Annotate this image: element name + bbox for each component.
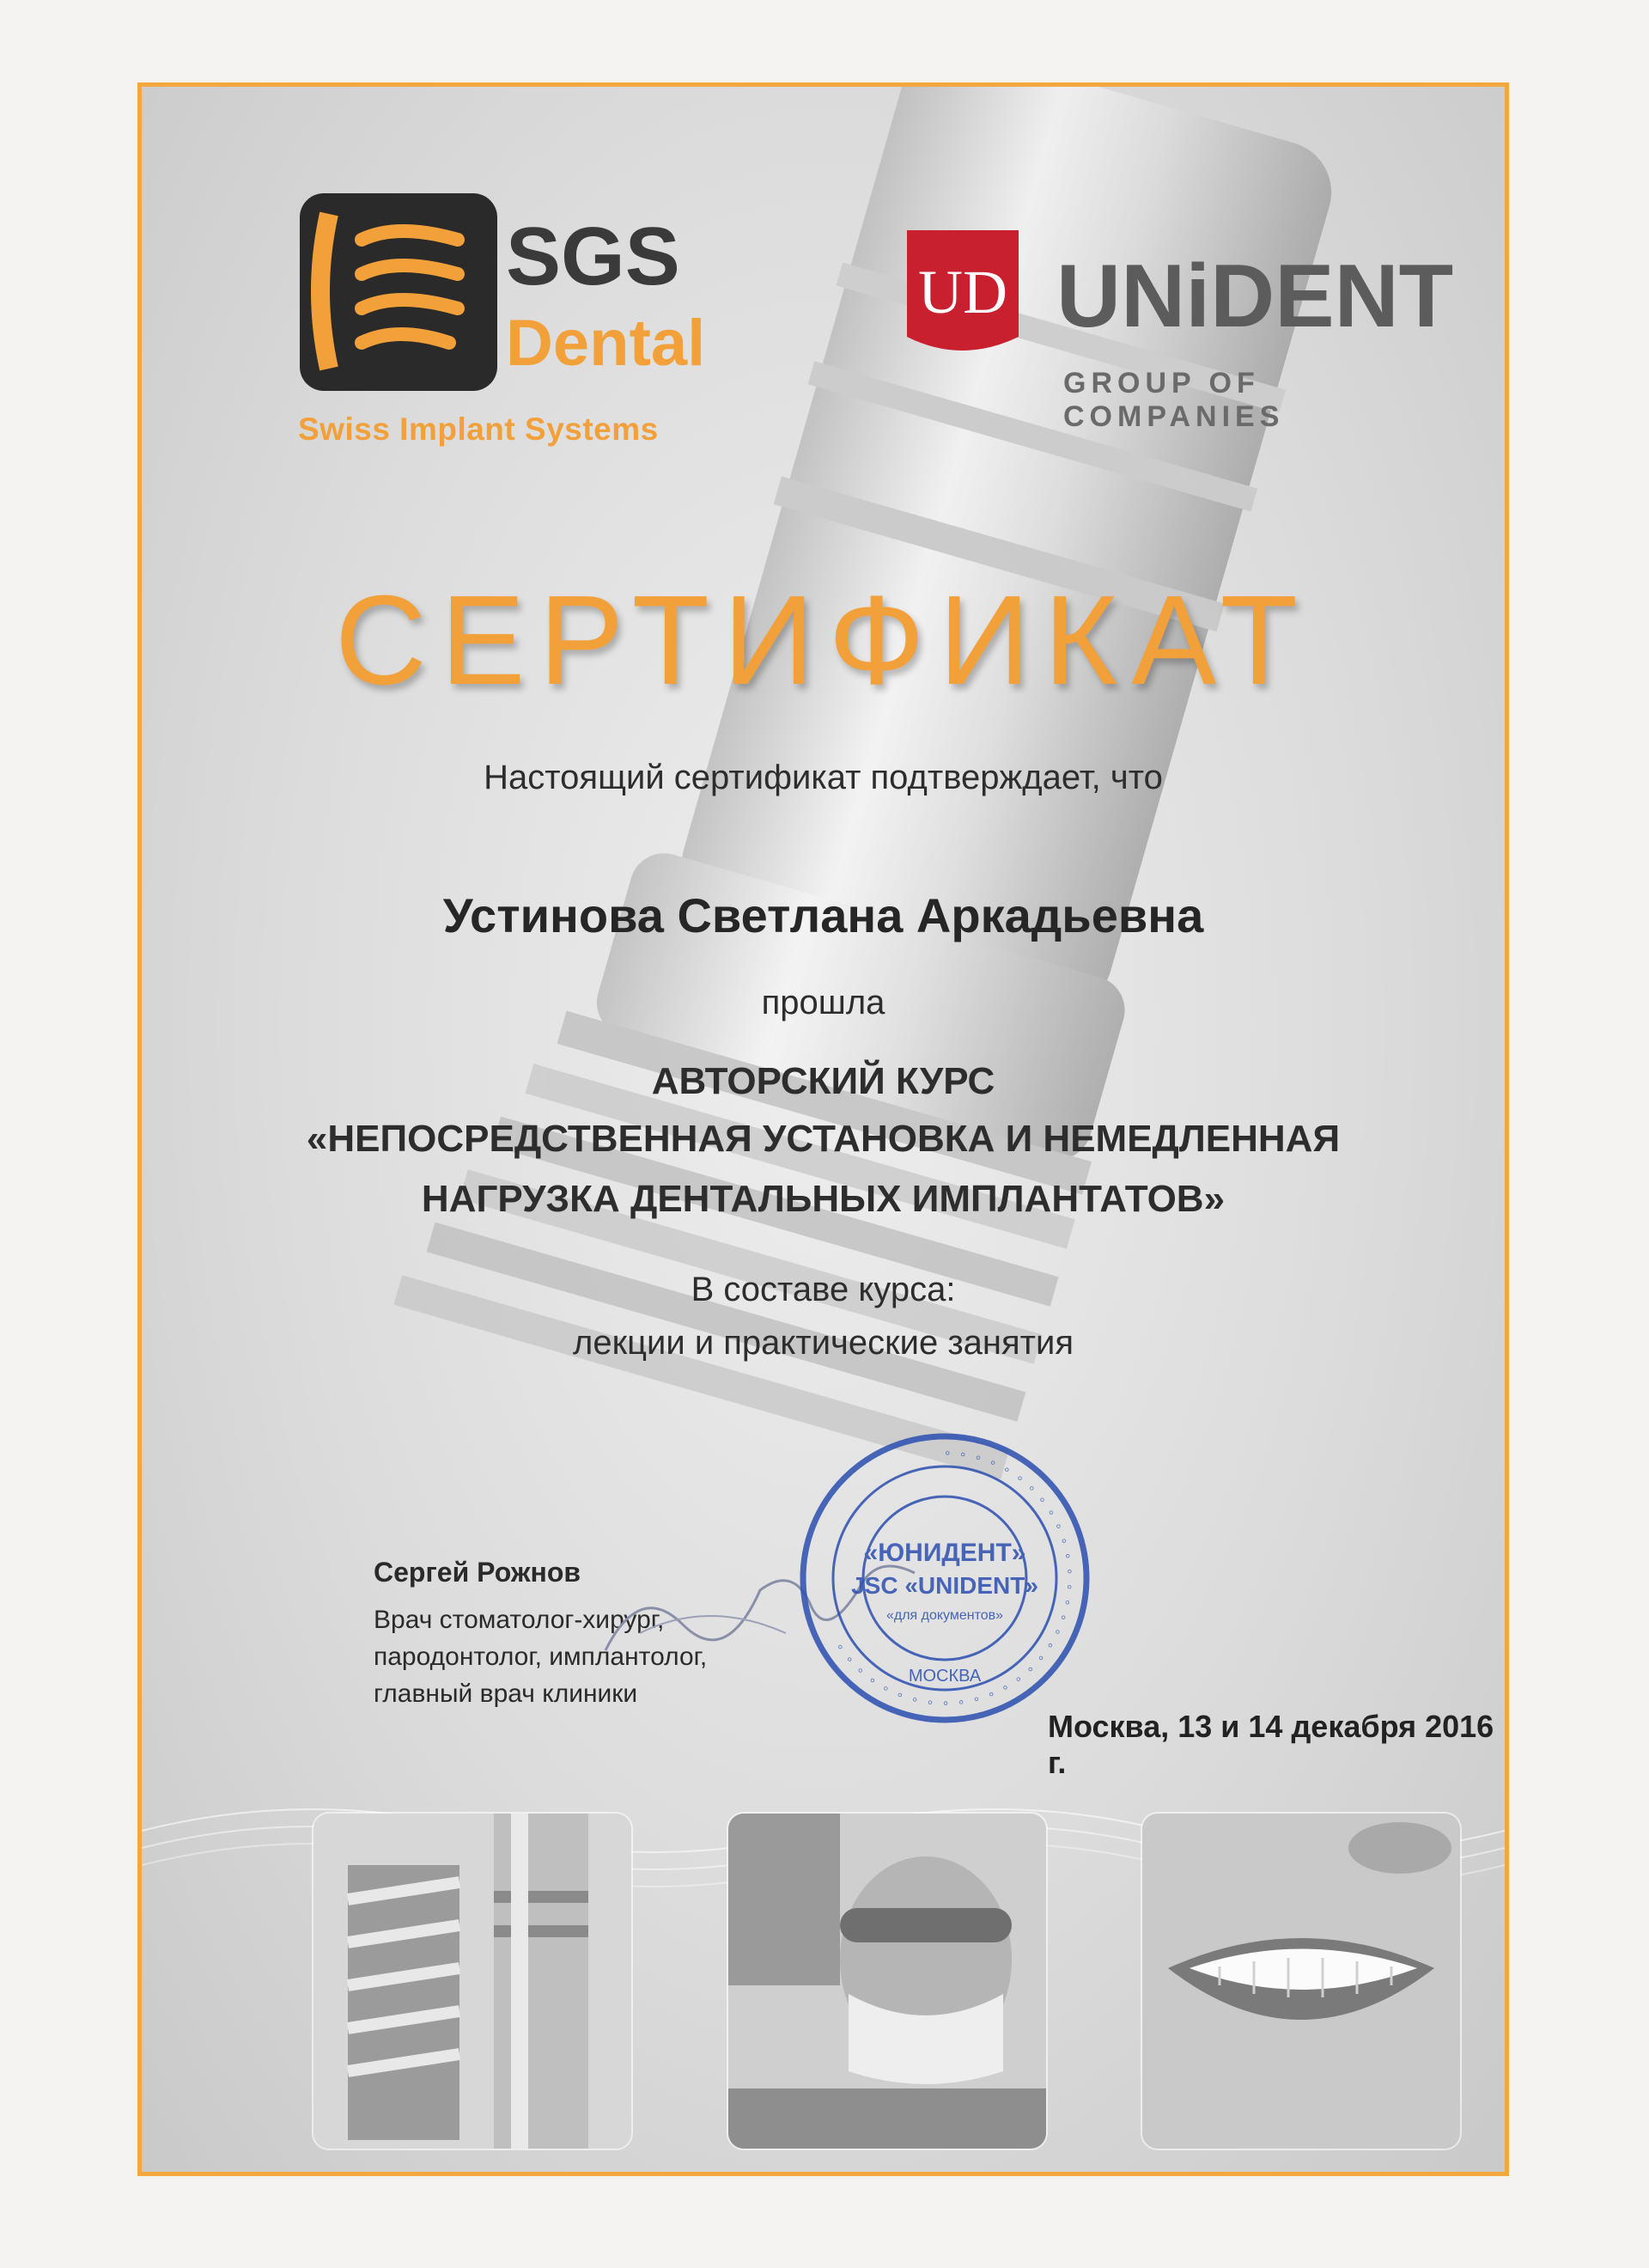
unident-mark-text: UD bbox=[918, 258, 1007, 326]
place-and-date: Москва, 13 и 14 декабря 2016 г. bbox=[1048, 1709, 1494, 1780]
recipient-name: Устинова Светлана Аркадьевна bbox=[442, 888, 1204, 942]
certificate-title: СЕРТИФИКАТ bbox=[334, 570, 1312, 711]
company-stamp bbox=[790, 1424, 1099, 1733]
passed-text: прошла bbox=[761, 984, 885, 1021]
signer-name: Сергей Рожнов bbox=[374, 1557, 581, 1588]
photo-smile bbox=[1142, 1814, 1460, 2149]
photo-dentist bbox=[728, 1814, 1046, 2149]
stamp-center-line3: «для документов» bbox=[885, 1608, 1004, 1623]
certificate-frame bbox=[137, 82, 1509, 2176]
course-name-line2: НАГРУЗКА ДЕНТАЛЬНЫХ ИМПЛАНТАТОВ» bbox=[421, 1178, 1226, 1220]
signer-role-line2: пародонтолог, имплантолог, bbox=[374, 1643, 708, 1671]
sgs-tagline: Swiss Implant Systems bbox=[298, 412, 659, 447]
unident-tagline: GROUP OF COMPANIES bbox=[1063, 367, 1285, 433]
dental-text: Dental bbox=[506, 307, 706, 380]
stamp-center-line2: JSC «UNIDENT» bbox=[851, 1572, 1038, 1599]
stamp-city: МОСКВА bbox=[908, 1667, 982, 1686]
sgs-text: SGS bbox=[506, 210, 680, 302]
signer-role-line1: Врач стоматолог-хирург, bbox=[374, 1606, 665, 1634]
stamp-center-line1: «ЮНИДЕНТ» bbox=[863, 1539, 1026, 1567]
svg-text:◦ ◦ ◦ ◦ ◦ ◦ ◦ ◦ ◦ ◦ ◦ ◦ ◦ ◦ ◦: ◦ ◦ ◦ ◦ ◦ ◦ ◦ ◦ ◦ ◦ ◦ ◦ ◦ ◦ ◦ ◦ ◦ ◦ ◦ ◦ ◦ ◦ ◦ ◦ ◦ ◦ ◦ ◦ ◦ ◦ ◦ ◦ ◦ ◦ bbox=[830, 1443, 1080, 1713]
composition-value: лекции и практические занятия bbox=[573, 1324, 1074, 1362]
photo-implants bbox=[313, 1814, 631, 2149]
certificate-intro: Настоящий сертификат подтверждает, что bbox=[484, 759, 1163, 796]
course-type: АВТОРСКИЙ КУРС bbox=[651, 1060, 995, 1102]
signer-role-line3: главный врач клиники bbox=[374, 1680, 638, 1708]
unident-logo bbox=[902, 227, 1460, 364]
composition-label: В составе курса: bbox=[691, 1271, 956, 1308]
unident-name-text: UNiDENT bbox=[1056, 247, 1454, 346]
course-name-line1: «НЕПОСРЕДСТВЕННАЯ УСТАНОВКА И НЕМЕДЛЕННАЯ bbox=[306, 1118, 1341, 1160]
